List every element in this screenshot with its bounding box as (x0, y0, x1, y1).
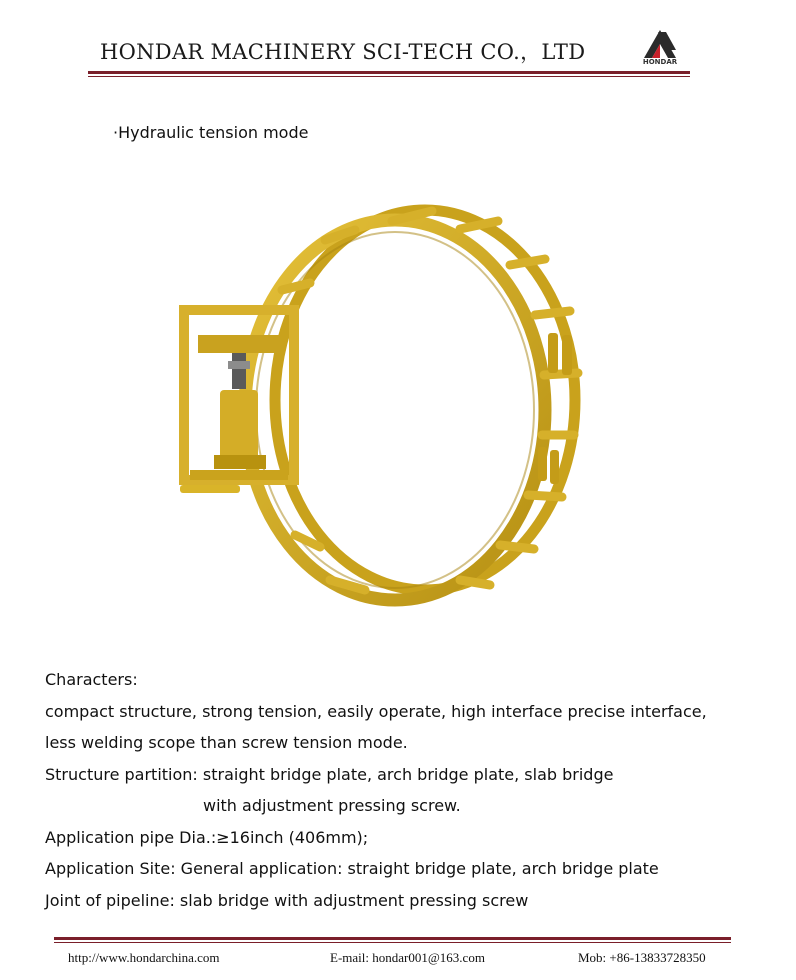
footer-mobile: Mob: +86-13833728350 (578, 950, 706, 965)
characters-section (45, 664, 765, 916)
characters-line-6: Application Site: General application: straight bridge plate, arch bridge plate (45, 859, 659, 878)
company-name: HONDAR MACHINERY SCI-TECH CO.，LTD (100, 40, 586, 64)
header-rule-thick (88, 71, 690, 74)
logo-text: HONDAR (642, 58, 678, 66)
characters-line-1: compact structure, strong tension, easily operate, high interface precise interface, (45, 701, 707, 721)
footer-rule-thick (54, 937, 731, 940)
characters-line-2: less welding scope than screw tension mode. (45, 733, 408, 752)
characters-line-7: Joint of pipeline: slab bridge with adjustment pressing screw (45, 890, 529, 910)
footer-rule-thin (54, 942, 731, 943)
footer-website-link[interactable]: http://www.hondarchina.com (68, 950, 220, 965)
characters-heading: Characters: (45, 670, 138, 689)
characters-line-3: Structure partition: straight bridge plate, arch bridge plate, slab bridge (45, 764, 614, 784)
header-rule-thin (88, 76, 690, 77)
characters-line-5: Application pipe Dia.:≥16inch (406mm); (45, 827, 369, 847)
characters-line-4: with adjustment pressing screw. (203, 796, 461, 815)
section-subtitle: ·Hydraulic tension mode (113, 123, 309, 142)
footer-email[interactable]: E-mail: hondar001@163.com (330, 950, 485, 965)
hydraulic-pipe-clamp-image (170, 185, 620, 625)
